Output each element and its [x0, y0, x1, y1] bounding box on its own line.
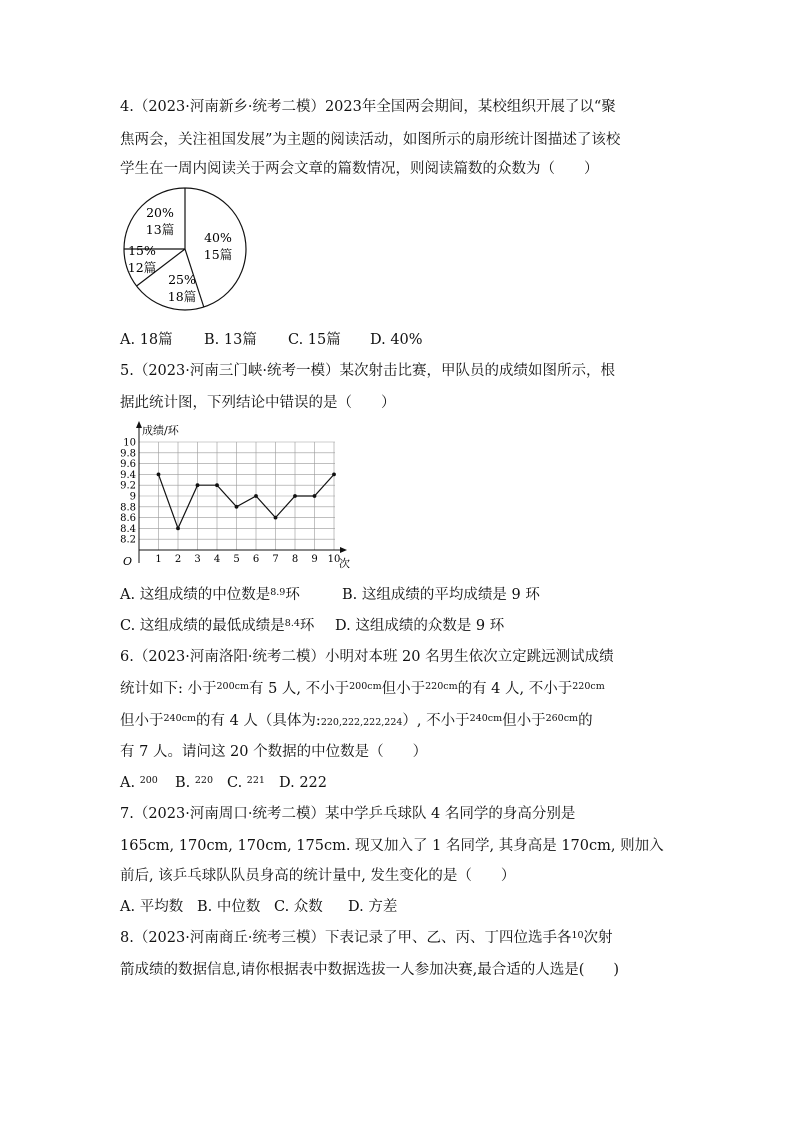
q6-l2-text-2: 有 5 人, 不小于	[248, 681, 350, 697]
q6-line-1: 6.（2023·河南洛阳·统考二模）小明对本班 20 名男生依次立定跳远测试成绩	[120, 649, 614, 665]
q7-line-1: 7.（2023·河南周口·统考二模）某中学乒乓球队 4 名同学的身高分别是	[120, 806, 576, 822]
q4-options	[120, 330, 423, 350]
q6-option-d-label: D.	[279, 775, 295, 791]
x-tick-label: 2	[174, 554, 182, 565]
q6-l2-value-3: 220cm	[425, 681, 458, 692]
q8-l1-text-1: 8.（2023·河南商丘·统考三模）下表记录了甲、乙、丙、丁四位选手各	[120, 930, 572, 946]
q6-option-a-label: A.	[120, 775, 136, 791]
q8-l1-value: 10	[571, 930, 584, 941]
y-tick-label: 9.8	[120, 448, 136, 460]
q6-option-b	[175, 773, 227, 795]
q7-line-3: 前后, 该乒乓球队队员身高的统计量中, 发生变化的是（ ）	[120, 868, 516, 884]
x-axis-label: 次	[339, 557, 350, 570]
q5-line-1: 5.（2023·河南三门峡·统考一模）某次射击比赛，甲队员的成绩如图所示，根	[120, 363, 615, 379]
q4-line-2: 焦两会，关注祖国发展”为主题的阅读活动，如图所示的扇形统计图描述了该校	[120, 132, 621, 148]
x-tick-label: 8	[291, 554, 299, 565]
q6-l3-value-3: 240cm	[469, 713, 503, 724]
y-tick-label: 9.6	[120, 459, 136, 471]
y-tick-label: 9.2	[120, 480, 136, 492]
q8-l1-text-2: 次射	[583, 930, 613, 946]
x-tick-label: 4	[213, 554, 221, 565]
q6-option-a	[120, 773, 175, 795]
data-point	[293, 494, 297, 498]
q7-option-a: A. 平均数	[120, 899, 184, 915]
q5-option-c-value: 8.4	[284, 618, 300, 629]
q5-option-a-text: A. 这组成绩的中位数是	[120, 587, 271, 603]
q6-l3-value-1: 240cm	[163, 713, 196, 724]
y-tick-label: 8.4	[120, 523, 136, 535]
y-tick-label: 9.4	[120, 469, 136, 481]
q6-option-c	[227, 773, 279, 795]
x-tick-label: 10	[327, 554, 341, 565]
q6-l2-text-3: 但小于	[381, 681, 426, 697]
q6-option-c-label: C.	[227, 775, 243, 791]
data-point	[332, 473, 336, 477]
y-tick-label: 8.8	[120, 502, 136, 514]
x-axis-arrow	[340, 547, 347, 553]
q7-option-d: D. 方差	[348, 899, 398, 915]
q6-l3-text-2: 的有 4 人（具体为:	[195, 713, 321, 729]
q6-l2-text-4: 的有 4 人, 不小于	[457, 681, 573, 697]
q8-line-2: 箭成绩的数据信息,请你根据表中数据选拔一人参加决赛,最合适的人选是( )	[120, 962, 620, 978]
q5-option-c-unit: 环	[299, 618, 315, 634]
q5-option-a-unit: 环	[285, 587, 300, 603]
q6-option-a-value: 200	[139, 775, 158, 786]
q6-option-b-value: 220	[194, 775, 214, 786]
pie-slice-2-percent: 25%	[168, 272, 196, 287]
q5-option-a-value: 8.9	[270, 587, 286, 598]
q7-options	[120, 897, 397, 917]
q4-option-a: A. 18篇	[120, 332, 173, 348]
q6-l3-text-1: 但小于	[120, 713, 164, 729]
x-tick-label: 1	[155, 554, 162, 565]
pie-slice-4-count: 13篇	[145, 222, 175, 237]
q6-l2-value-1: 200cm	[216, 681, 249, 692]
data-point	[254, 494, 258, 498]
q4-line-1: 4.（2023·河南新乡·统考二模）2023年全国两会期间，某校组织开展了以“聚	[120, 99, 616, 115]
q5-line-2: 据此统计图，下列结论中错误的是（ ）	[120, 395, 396, 411]
y-axis-label: 成绩/环	[142, 424, 179, 437]
q5-option-c	[120, 616, 335, 638]
q7-option-b: B. 中位数	[197, 899, 261, 915]
q6-l2-value-4: 220cm	[572, 681, 605, 692]
y-tick-label: 10	[123, 437, 136, 449]
q6-option-d-value: 222	[299, 775, 328, 791]
x-tick-label: 9	[311, 554, 318, 565]
q6-l3-text-5: 的	[578, 713, 593, 729]
pie-slice-1-percent: 40%	[204, 230, 232, 245]
x-tick-label: 5	[233, 554, 240, 565]
q5-option-d: D. 这组成绩的众数是 9 环	[335, 618, 505, 634]
q6-option-b-label: B.	[175, 775, 191, 791]
pie-slice-3-percent: 15%	[128, 243, 156, 258]
data-point	[274, 516, 278, 520]
q4-option-c: C. 15篇	[288, 332, 341, 348]
q6-l2-text-1: 统计如下: 小于	[120, 681, 217, 697]
q5-options-row-2	[120, 616, 504, 638]
q6-l3-text-4: 但小于	[502, 713, 546, 729]
q6-line-2	[120, 679, 605, 701]
y-tick-label: 8.2	[120, 534, 136, 546]
x-tick-label: 3	[194, 554, 201, 565]
data-point	[215, 483, 219, 487]
data-point	[313, 494, 317, 498]
y-tick-label: 9	[129, 491, 136, 503]
q6-option-d	[279, 773, 327, 793]
q4-option-d: D. 40%	[370, 332, 423, 348]
data-point	[196, 483, 200, 487]
q5-line-chart	[115, 418, 360, 573]
q4-line-3: 学生在一周内阅读关于两会文章的篇数情况，则阅读篇数的众数为（ ）	[120, 161, 599, 177]
q6-l2-value-2: 200cm	[349, 681, 382, 692]
q6-line-4: 有 7 人。请问这 20 个数据的中位数是（ ）	[120, 744, 428, 760]
pie-slice-2-count: 18篇	[167, 289, 197, 304]
pie-slice-1-count: 15篇	[203, 247, 233, 262]
q7-option-c: C. 众数	[274, 899, 323, 915]
q6-l3-value-4: 260cm	[545, 713, 579, 724]
origin-label: O	[123, 555, 133, 568]
series-line	[159, 474, 335, 528]
q8-line-1	[120, 928, 613, 950]
q4-option-b: B. 13篇	[204, 332, 257, 348]
data-point	[176, 527, 180, 531]
q5-option-a	[120, 585, 342, 607]
data-point	[157, 473, 161, 477]
x-tick-label: 7	[272, 554, 279, 565]
pie-slice-3-count: 12篇	[127, 260, 157, 275]
q5-option-c-text: C. 这组成绩的最低成绩是	[120, 618, 285, 634]
y-tick-label: 8.6	[120, 513, 136, 525]
q6-option-c-value: 221	[246, 775, 265, 786]
q4-pie-chart	[115, 185, 255, 315]
q6-l3-text-3: ）, 不小于	[402, 713, 470, 729]
data-point	[235, 505, 239, 509]
x-tick-label: 6	[252, 554, 260, 565]
q6-options	[120, 773, 327, 795]
q6-l3-value-2: 220,222,222,224	[320, 717, 403, 728]
q7-line-2: 165cm, 170cm, 170cm, 175cm. 现又加入了 1 名同学, 其身高是 170cm, 则加入	[120, 838, 664, 854]
q5-options-row-1	[120, 585, 540, 607]
pie-slice-4-percent: 20%	[146, 205, 174, 220]
q6-line-3	[120, 711, 593, 733]
q5-option-b: B. 这组成绩的平均成绩是 9 环	[342, 587, 540, 603]
